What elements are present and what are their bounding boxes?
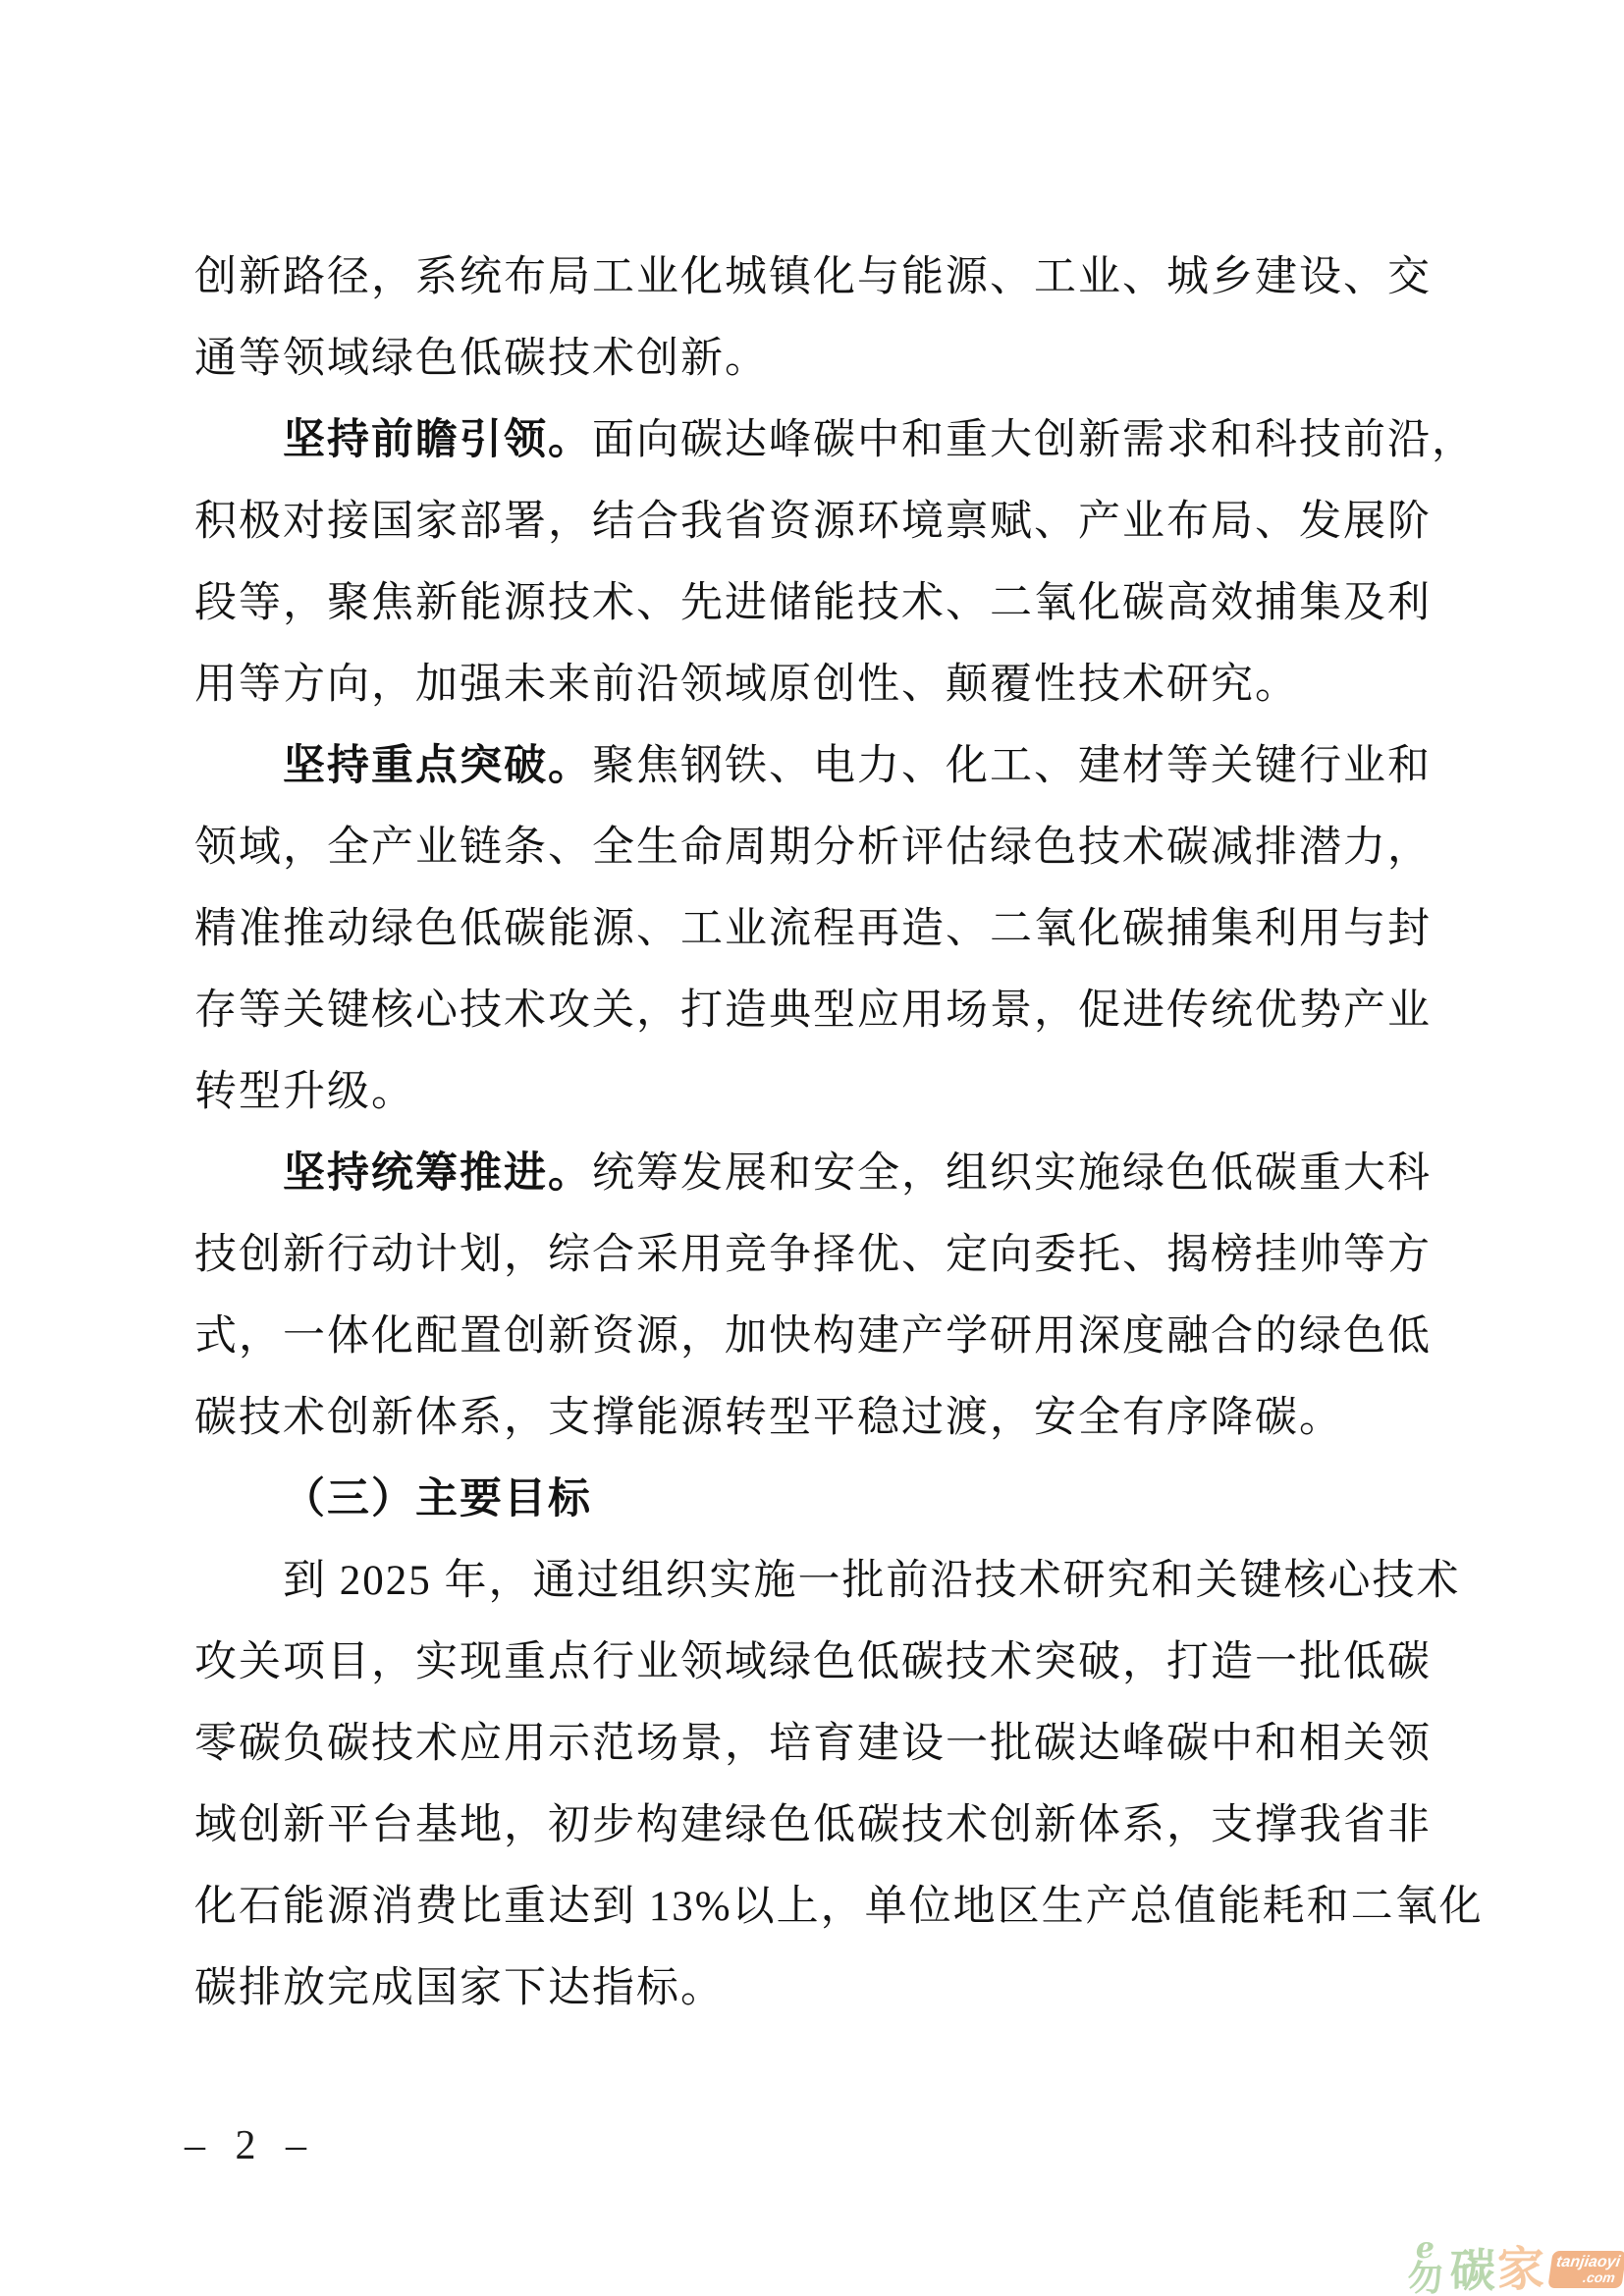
paragraph-lead-label: （三）主要目标 <box>283 1476 592 1522</box>
watermark-char-yi <box>1402 2231 1448 2296</box>
paragraph-text: 转型升级。 <box>194 1069 415 1115</box>
paragraph-lead-label: 坚持前瞻引领。 <box>283 417 592 463</box>
document-line <box>194 1622 1441 1703</box>
watermark-char-jia: 家 <box>1496 2244 1544 2296</box>
document-body <box>194 237 1484 2029</box>
paragraph-text: 零碳负碳技术应用示范场景，培育建设一批碳达峰碳中和相关领 <box>194 1721 1432 1767</box>
document-line <box>194 237 1441 318</box>
document-line <box>194 1703 1441 1785</box>
document-line <box>194 970 1441 1051</box>
document-line <box>194 1377 1441 1459</box>
paragraph-text: 领域，全产业链条、全生命周期分析评估绿色技术碳减排潜力， <box>194 825 1432 871</box>
document-line <box>194 1214 1441 1296</box>
paragraph-text: 精准推动绿色低碳能源、工业流程再造、二氧化碳捕集利用与封 <box>194 906 1432 952</box>
paragraph-text: 统筹发展和安全，组织实施绿色低碳重大科 <box>592 1150 1432 1197</box>
paragraph-text: 面向碳达峰碳中和重大创新需求和科技前沿， <box>592 417 1476 463</box>
document-line <box>194 1540 1461 1622</box>
paragraph-text: 用等方向，加强未来前沿领域原创性、颠覆性技术研究。 <box>194 662 1299 708</box>
paragraph-text: 化石能源消费比重达到 13%以上，单位地区生产总值能耗和二氧化 <box>194 1884 1484 1930</box>
paragraph-text: 式，一体化配置创新资源，加快构建产学研用深度融合的绿色低 <box>194 1313 1432 1360</box>
watermark-wu-glyph: 勿 <box>1407 2259 1443 2296</box>
document-line <box>194 1785 1441 1866</box>
paragraph-text: 段等，聚焦新能源技术、先进储能技术、二氧化碳高效捕集及利 <box>194 580 1432 626</box>
watermark-site-badge <box>1547 2251 1624 2288</box>
watermark-char-tan: 碳 <box>1449 2246 1495 2296</box>
paragraph-text: 域创新平台基地，初步构建绿色低碳技术创新体系，支撑我省非 <box>194 1802 1432 1848</box>
paragraph-text: 攻关项目，实现重点行业领域绿色低碳技术突破，打造一批低碳 <box>194 1639 1432 1685</box>
paragraph-lead-label: 坚持统筹推进。 <box>283 1150 592 1197</box>
watermark-logo <box>1402 2222 1624 2296</box>
paragraph-text: 存等关键核心技术攻关，打造典型应用场景，促进传统优势产业 <box>194 988 1432 1034</box>
document-line <box>194 725 1441 807</box>
document-line <box>194 644 1441 725</box>
paragraph-text: 积极对接国家部署，结合我省资源环境禀赋、产业布局、发展阶 <box>194 499 1432 545</box>
watermark-e-glyph: e <box>1415 2231 1435 2266</box>
watermark-site-tld: .com <box>1582 2269 1616 2285</box>
document-line <box>194 807 1441 888</box>
paragraph-text: 聚焦钢铁、电力、化工、建材等关键行业和 <box>592 743 1432 789</box>
paragraph-text: 技创新行动计划，综合采用竞争择优、定向委托、揭榜挂帅等方 <box>194 1232 1432 1278</box>
document-line <box>194 562 1441 644</box>
watermark-site-name: tanjiaoyi <box>1554 2254 1622 2270</box>
document-line <box>194 1866 1484 1948</box>
paragraph-text: 创新路径，系统布局工业化城镇化与能源、工业、城乡建设、交 <box>194 254 1432 300</box>
document-line <box>194 1459 1441 1540</box>
document-line <box>194 1948 1441 2029</box>
paragraph-text: 碳排放完成国家下达指标。 <box>194 1965 725 2011</box>
paragraph-text: 通等领域绿色低碳技术创新。 <box>194 336 769 382</box>
page-number: – 2 – <box>185 2123 316 2168</box>
document-line <box>194 1296 1441 1377</box>
document-line <box>194 481 1441 562</box>
document-line <box>194 888 1441 970</box>
paragraph-lead-label: 坚持重点突破。 <box>283 743 592 789</box>
document-line <box>194 318 1441 400</box>
document-line <box>194 1133 1441 1214</box>
document-line <box>194 1051 1441 1133</box>
paragraph-text: 到 2025 年，通过组织实施一批前沿技术研究和关键核心技术 <box>283 1558 1461 1604</box>
document-line <box>194 400 1476 481</box>
paragraph-text: 碳技术创新体系，支撑能源转型平稳过渡，安全有序降碳。 <box>194 1395 1343 1441</box>
